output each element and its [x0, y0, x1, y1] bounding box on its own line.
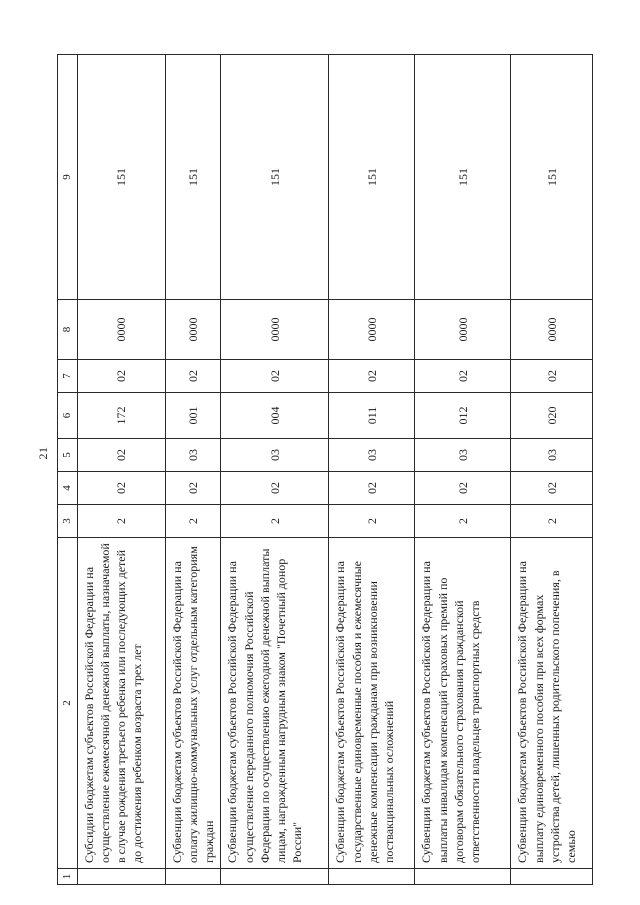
column-header: 4: [58, 472, 78, 505]
table-cell: 0000: [221, 300, 329, 360]
table-cell: [165, 869, 221, 885]
table-cell: 02: [511, 360, 593, 393]
table-cell: 151: [221, 55, 329, 300]
table-cell: 151: [415, 55, 511, 300]
table-cell: 020: [511, 393, 593, 439]
table-cell: 0000: [77, 300, 165, 360]
table-cell-name: Субвенции бюджетам субъектов Российской Федерации на оплату жилищно-коммунальных услуг отдельным категориям граждан: [165, 538, 221, 869]
budget-codes-table: [57, 54, 593, 885]
table-cell: 151: [77, 55, 165, 300]
table-cell: 02: [415, 472, 511, 505]
table-row: [329, 55, 415, 885]
table-cell-name: Субвенции бюджетам субъектов Российской Федерации на выплату единовременного пособия при всех формах устройства детей, лишенных родительского попечения, в семью: [511, 538, 593, 869]
table-cell: 02: [221, 360, 329, 393]
table-cell-name: Субвенции бюджетам субъектов Российской Федерации на выплаты инвалидам компенсаций страховых премий по договорам обязательного страхования гражданской ответственности владельцев транспортных средств: [415, 538, 511, 869]
table-cell: 02: [77, 439, 165, 472]
budget-codes-table-wrapper: [57, 55, 587, 885]
table-row: [415, 55, 511, 885]
table-cell: 03: [165, 439, 221, 472]
column-header: 1: [58, 869, 78, 885]
table-cell: 02: [329, 360, 415, 393]
table-cell: 0000: [511, 300, 593, 360]
table-cell: [511, 869, 593, 885]
table-cell: [221, 869, 329, 885]
table-cell: 001: [165, 393, 221, 439]
column-header: 9: [58, 55, 78, 300]
table-cell: 004: [221, 393, 329, 439]
table-cell: 151: [329, 55, 415, 300]
table-row: [511, 55, 593, 885]
table-row: [221, 55, 329, 885]
table-cell: [415, 869, 511, 885]
table-cell: 02: [165, 472, 221, 505]
table-cell: 02: [329, 472, 415, 505]
table-cell: 151: [165, 55, 221, 300]
table-cell: 02: [221, 472, 329, 505]
table-cell: 0000: [165, 300, 221, 360]
table-cell: 03: [221, 439, 329, 472]
column-header: 7: [58, 360, 78, 393]
table-cell: 2: [165, 505, 221, 538]
table-cell-name: Субсидии бюджетам субъектов Российской Федерации на осуществление ежемесячной денежной выплаты, назначаемой в случае рождения третьего ребенка или последующих детей до достижения ребенком возраста трех лет: [77, 538, 165, 869]
table-cell: 012: [415, 393, 511, 439]
table-cell: 2: [329, 505, 415, 538]
table-cell: 02: [415, 360, 511, 393]
column-header: 5: [58, 439, 78, 472]
column-header: 2: [58, 538, 78, 869]
table-cell: 03: [511, 439, 593, 472]
table-row: [165, 55, 221, 885]
column-header: 6: [58, 393, 78, 439]
table-cell: 0000: [415, 300, 511, 360]
table-cell: 172: [77, 393, 165, 439]
table-cell: 2: [77, 505, 165, 538]
table-cell: 0000: [329, 300, 415, 360]
table-cell: 02: [77, 472, 165, 505]
table-cell: 2: [511, 505, 593, 538]
table-header-row: [58, 55, 78, 885]
table-cell: 011: [329, 393, 415, 439]
table-cell-name: Субвенции бюджетам субъектов Российской Федерации на государственные единовременные пособия и ежемесячные денежные компенсации гражданам при возникновении поствакцинальных осложнений: [329, 538, 415, 869]
table-cell: [329, 869, 415, 885]
page-number: 21: [36, 446, 50, 460]
table-cell: 151: [511, 55, 593, 300]
table-cell: [77, 869, 165, 885]
table-cell: 02: [165, 360, 221, 393]
table-cell: 2: [221, 505, 329, 538]
table-cell: 03: [329, 439, 415, 472]
table-cell: 02: [511, 472, 593, 505]
table-cell: 02: [77, 360, 165, 393]
table-cell: 03: [415, 439, 511, 472]
column-header: 3: [58, 505, 78, 538]
column-header: 8: [58, 300, 78, 360]
table-row: [77, 55, 165, 885]
table-cell-name: Субвенции бюджетам субъектов Российской Федерации на осуществление переданного полномочия Российской Федерации по осуществлению ежегодной денежной выплаты лицам, награжденным нагрудным знаком "Почетный донор России": [221, 538, 329, 869]
table-cell: 2: [415, 505, 511, 538]
